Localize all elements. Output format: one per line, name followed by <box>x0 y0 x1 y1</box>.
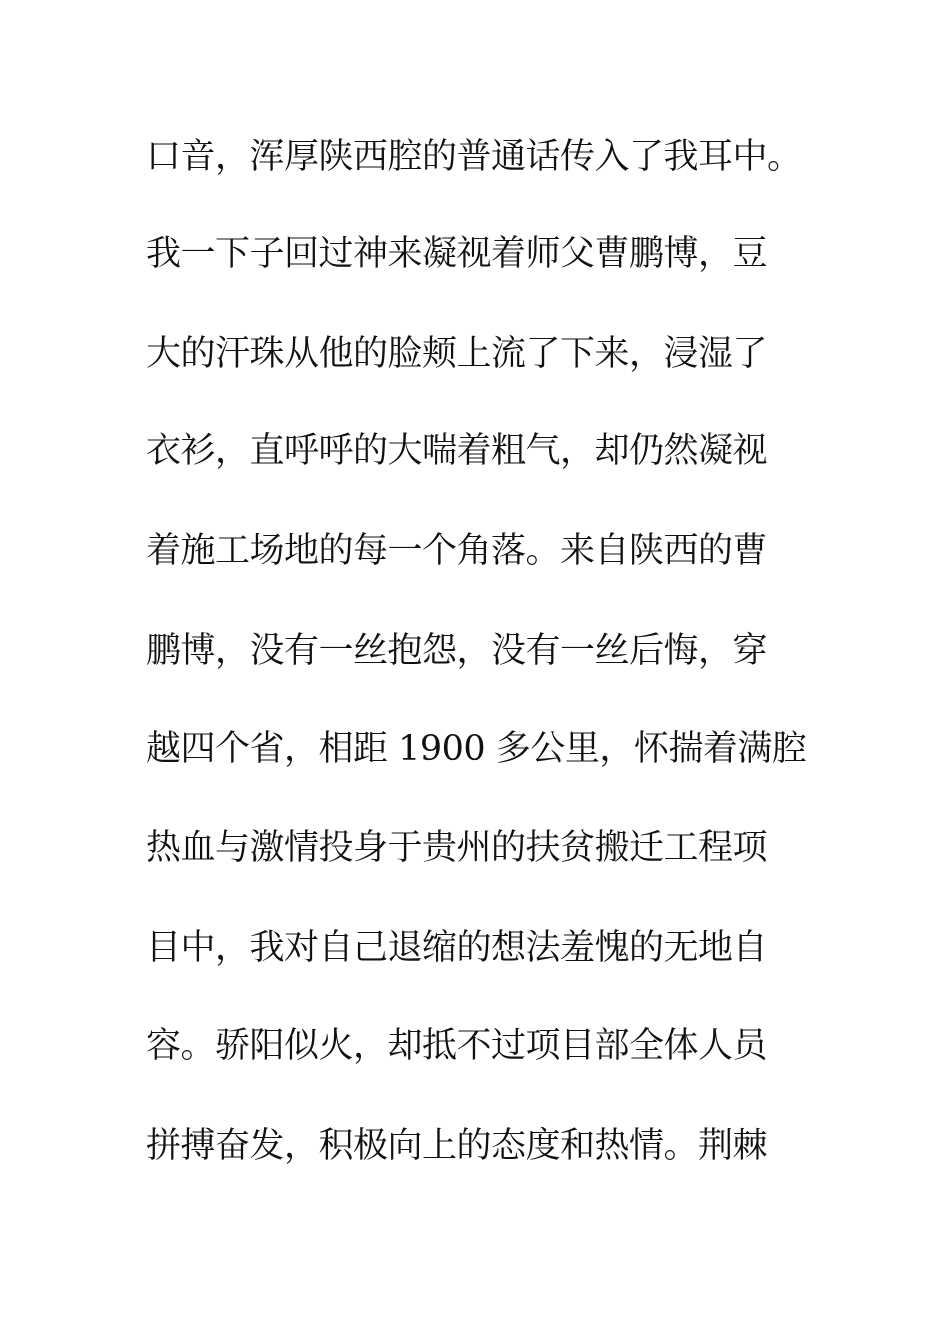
text-line: 热血与激情投身于贵州的扶贫搬迁工程项 <box>146 828 768 868</box>
text-line: 着施工场地的每一个角落。来自陕西的曹 <box>146 531 768 571</box>
text-line: 大的汗珠从他的脸颊上流了下来，浸湿了 <box>146 334 768 374</box>
text-line: 口音，浑厚陕西腔的普通话传入了我耳中。 <box>146 137 802 177</box>
text-line: 容。骄阳似火，却抵不过项目部全体人员 <box>146 1026 768 1066</box>
text-line: 我一下子回过神来凝视着师父曹鹏博，豆 <box>146 234 768 274</box>
text-line: 鹏博，没有一丝抱怨，没有一丝后悔，穿 <box>146 631 768 671</box>
text-line: 衣衫，直呼呼的大喘着粗气，却仍然凝视 <box>146 431 768 471</box>
text-line: 目中，我对自己退缩的想法羞愧的无地自 <box>146 928 768 968</box>
text-line: 越四个省，相距 1900 多公里，怀揣着满腔 <box>146 729 807 769</box>
text-line: 拼搏奋发，积极向上的态度和热情。荆棘 <box>146 1126 768 1166</box>
